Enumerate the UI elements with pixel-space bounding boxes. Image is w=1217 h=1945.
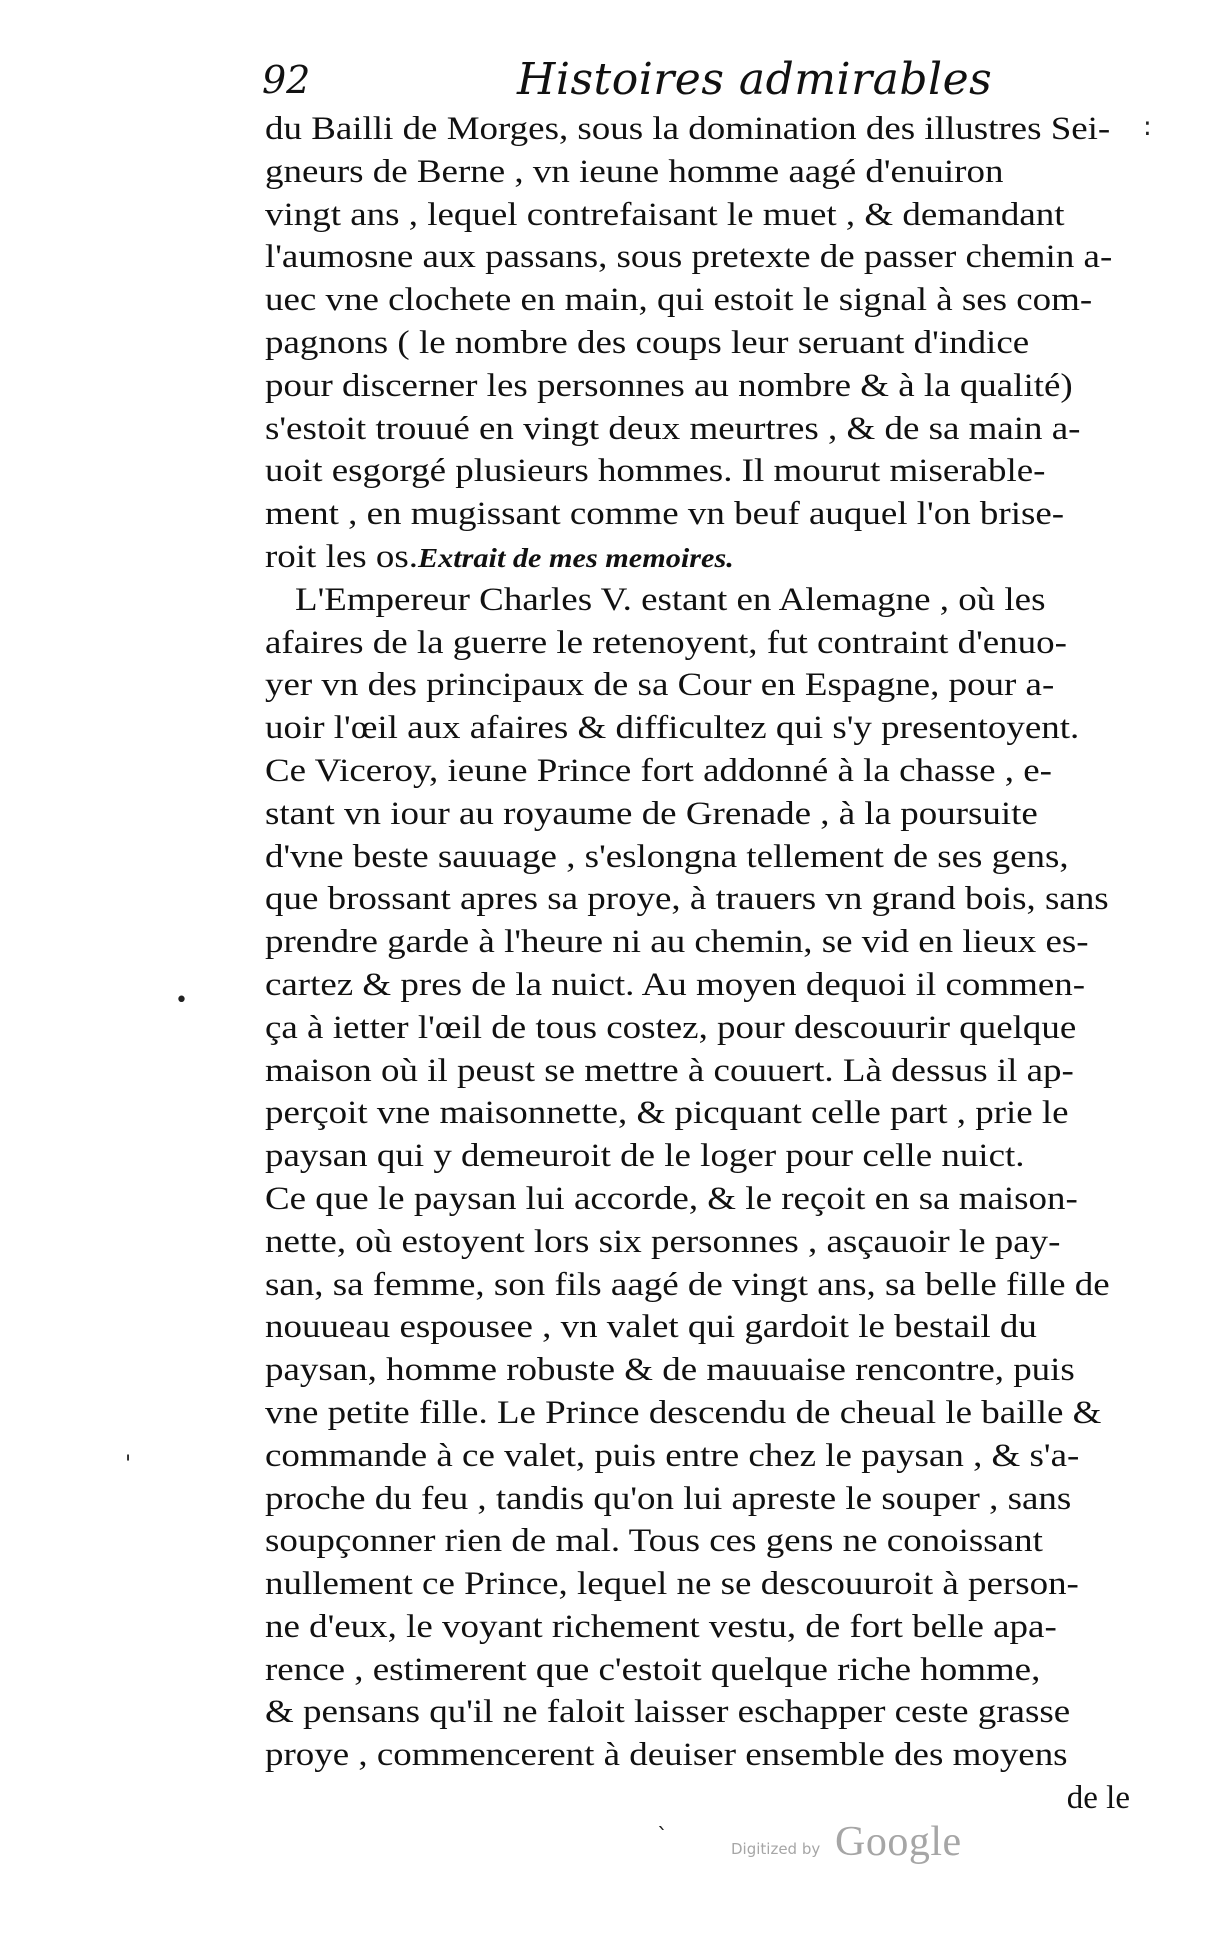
text-line: ça à ietter l'œil de tous costez, pour descouurir quelque: [265, 1009, 1077, 1046]
text-line: d'vne beste sauuage , s'eslongna tellement de ses gens,: [265, 838, 1069, 875]
text-line: afaires de la guerre le retenoyent, fut contraint d'enuo-: [265, 624, 1067, 661]
text-line: nette, où estoyent lors six personnes , asçauoir le pay-: [265, 1223, 1061, 1260]
running-head: Histoires admirables: [517, 54, 993, 105]
text-line: stant vn iour au royaume de Grenade , à la poursuite: [265, 795, 1038, 832]
catchword: de le: [1066, 1780, 1130, 1817]
citation: Extrait de mes memoires.: [417, 542, 734, 573]
text-line: l'aumosne aux passans, sous pretexte de passer chemin a-: [265, 239, 1113, 276]
text-line: rence , estimerent que c'estoit quelque riche homme,: [265, 1651, 1041, 1688]
text-line: L'Empereur Charles V. estant en Alemagne , où les: [295, 581, 1046, 618]
page-number: 92: [262, 58, 311, 102]
text-line: prendre garde à l'heure ni au chemin, se vid en lieux es-: [265, 924, 1089, 961]
text-line: que brossant apres sa proye, à trauers vn grand bois, sans: [265, 881, 1109, 918]
margin-mark: •: [175, 988, 188, 1013]
text-line: san, sa femme, son fils aagé de vingt ans, sa belle fille de: [265, 1266, 1110, 1303]
body-text: [265, 108, 1130, 1820]
text-line: maison où il peust se mettre à couuert. Là dessus il ap-: [265, 1052, 1074, 1089]
text-line: nouueau espousee , vn valet qui gardoit le bestail du: [265, 1309, 1037, 1346]
text-line: nullement ce Prince, lequel ne se descouuroit à person-: [265, 1566, 1079, 1603]
text-line: gneurs de Berne , vn ieune homme aagé d'enuiron: [265, 153, 1004, 190]
text-line: commande à ce valet, puis entre chez le paysan , & s'a-: [265, 1437, 1080, 1474]
text-line: s'estoit trouué en vingt deux meurtres , & de sa main a-: [265, 410, 1081, 447]
digitized-watermark: [731, 1818, 1001, 1868]
text-line: perçoit vne maisonnette, & picquant celle part , prie le: [265, 1095, 1069, 1132]
google-logo: Google: [835, 1819, 962, 1865]
text-line: du Bailli de Morges, sous la domination des illustres Sei-: [265, 111, 1111, 147]
text-line: uec vne clochete en main, qui estoit le signal à ses com-: [265, 282, 1093, 319]
text-line: yer vn des principaux de sa Cour en Espagne, pour a-: [265, 667, 1055, 704]
text-line: Ce Viceroy, ieune Prince fort addonné à la chasse , e-: [265, 752, 1052, 789]
text-line: uoir l'œil aux afaires & difficultez qui s'y presentoyent.: [265, 710, 1080, 747]
text-line: vne petite fille. Le Prince descendu de cheual le baille &: [265, 1394, 1102, 1431]
text-line: ment , en mugissant comme vn beuf auquel l'on brise-: [265, 496, 1065, 533]
text-line: paysan qui y demeuroit de le loger pour celle nuict.: [265, 1138, 1025, 1175]
text-line: uoit esgorgé plusieurs hommes. Il mourut miserable-: [265, 453, 1046, 490]
margin-mark: ': [125, 1452, 132, 1477]
text-line: & pensans qu'il ne faloit laisser eschapper ceste grasse: [265, 1694, 1071, 1731]
text-line: roit les os.Extrait de mes memoires.: [265, 538, 734, 575]
text-line: vingt ans , lequel contrefaisant le muet , & demandant: [265, 196, 1065, 233]
text-line: pour discerner les personnes au nombre & à la qualité): [265, 367, 1073, 404]
watermark-prefix: Digitized by: [731, 1840, 821, 1858]
text-line: pagnons ( le nombre des coups leur seruant d'indice: [265, 324, 1030, 361]
page-header: [262, 52, 1122, 112]
paragraph-2: [265, 579, 1130, 1820]
margin-mark: :: [1143, 112, 1152, 142]
text-line: paysan, homme robuste & de mauuaise rencontre, puis: [265, 1352, 1075, 1389]
margin-mark: `: [657, 1825, 668, 1850]
text-line: Ce que le paysan lui accorde, & le reçoit en sa maison-: [265, 1180, 1078, 1217]
paragraph-1: [265, 108, 1130, 579]
text-line: cartez & pres de la nuict. Au moyen dequoi il commen-: [265, 966, 1086, 1003]
text-line: proye , commencerent à deuiser ensemble des moyens: [265, 1737, 1068, 1774]
text-line: proche du feu , tandis qu'on lui apreste le souper , sans: [265, 1480, 1072, 1517]
text-line: ne d'eux, le voyant richement vestu, de fort belle apa-: [265, 1608, 1057, 1645]
text-line: soupçonner rien de mal. Tous ces gens ne conoissant: [265, 1523, 1043, 1560]
